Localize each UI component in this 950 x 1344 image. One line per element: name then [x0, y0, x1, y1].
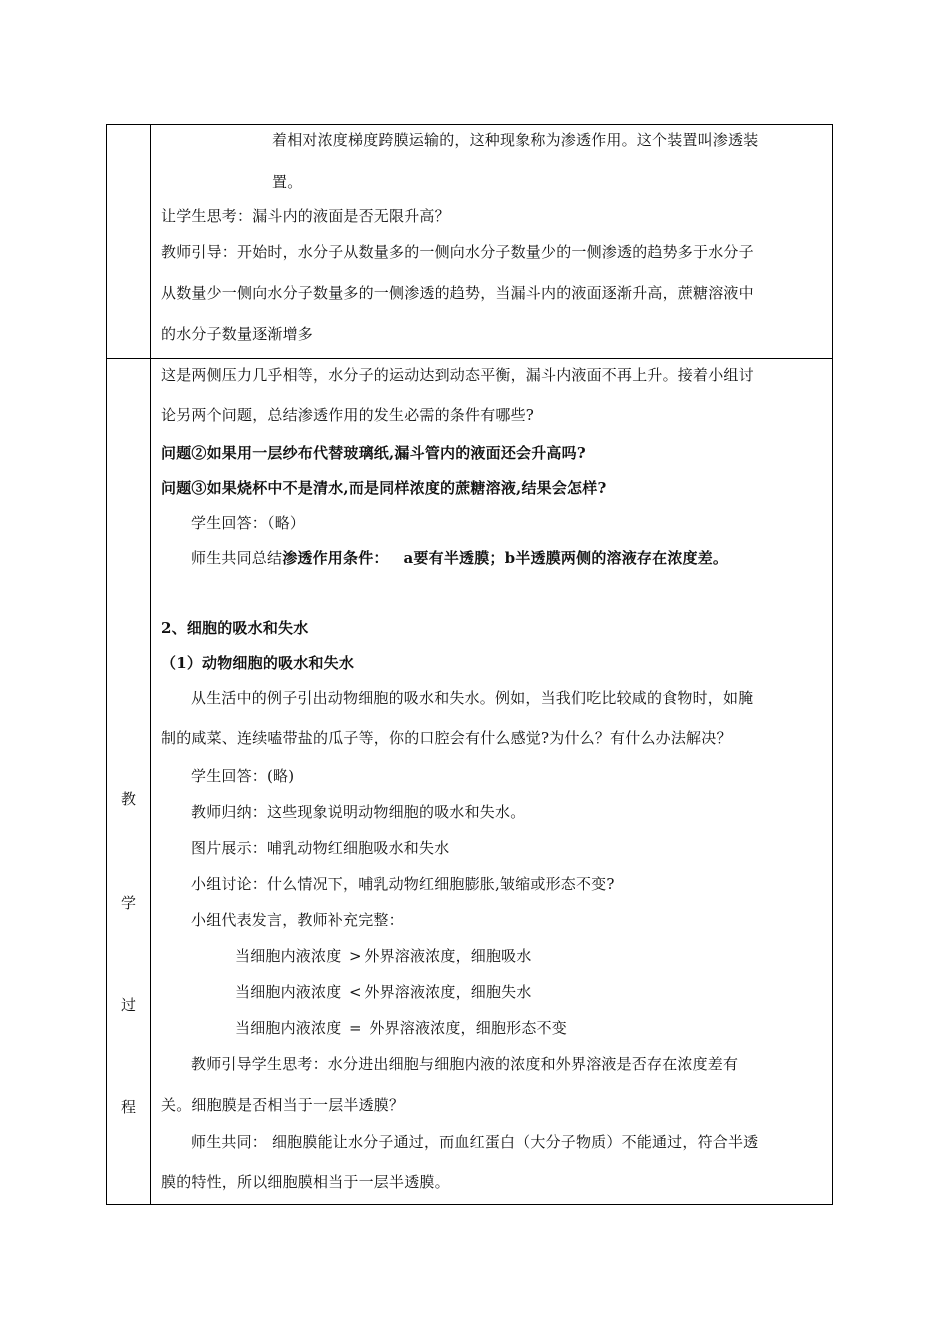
text-line: 师生共同： 细胞膜能让水分子通过，而血红蛋白（大分子物质）不能通过，符合半透 [191, 1133, 759, 1151]
vertical-label-char: 过 [120, 996, 136, 1014]
column-divider [150, 125, 151, 1204]
text-line: 论另两个问题，总结渗透作用的发生必需的条件有哪些? [161, 406, 535, 424]
condition-text: 外界溶液浓度，细胞吸水 [364, 947, 532, 965]
row-divider [107, 358, 832, 359]
text-line: 这是两侧压力几乎相等，水分子的运动达到动态平衡，漏斗内液面不再上升。接着小组讨 [161, 366, 754, 384]
condition-line [235, 945, 532, 966]
comparison-symbol: = [348, 1019, 362, 1037]
text-line: 教师引导学生思考：水分进出细胞与细胞内液的浓度和外界溶液是否存在浓度差有 [191, 1055, 739, 1073]
summary-conditions: a要有半透膜；b半透膜两侧的溶液存在浓度差。 [403, 549, 729, 567]
condition-text: 当细胞内液浓度 [235, 947, 342, 965]
condition-text: 当细胞内液浓度 [235, 1019, 342, 1037]
condition-line [235, 1017, 567, 1038]
condition-line [235, 981, 532, 1002]
summary-prefix: 师生共同总结 [191, 549, 283, 567]
vertical-label-char: 程 [120, 1098, 136, 1116]
subsection-heading: （1）动物细胞的吸水和失水 [161, 654, 355, 672]
vertical-label-char: 学 [120, 894, 136, 912]
text-line: 着相对浓度梯度跨膜运输的，这种现象称为渗透作用。这个装置叫渗透装 [272, 131, 759, 149]
summary-line [191, 547, 728, 568]
text-line: 小组代表发言，教师补充完整： [191, 911, 404, 929]
text-line: 教师归纳：这些现象说明动物细胞的吸水和失水。 [191, 803, 526, 821]
summary-term: 渗透作用条件： [282, 549, 389, 567]
text-line: 关。细胞膜是否相当于一层半透膜？ [161, 1096, 405, 1114]
text-line: 小组讨论：什么情况下，哺乳动物红细胞膨胀,皱缩或形态不变? [191, 875, 615, 893]
text-line: 让学生思考：漏斗内的液面是否无限升高？ [161, 207, 450, 225]
text-line: 从数量少一侧向水分子数量多的一侧渗透的趋势，当漏斗内的液面逐渐升高，蔗糖溶液中 [161, 284, 754, 302]
text-line: 教师引导：开始时，水分子从数量多的一侧向水分子数量少的一侧渗透的趋势多于水分子 [161, 243, 754, 261]
text-line: 学生回答：（略） [191, 514, 306, 532]
text-line: 制的咸菜、连续嗑带盐的瓜子等，你的口腔会有什么感觉?为什么？有什么办法解决？ [161, 729, 732, 747]
comparison-symbol: > [348, 947, 362, 965]
condition-text: 外界溶液浓度，细胞失水 [364, 983, 532, 1001]
condition-text: 当细胞内液浓度 [235, 983, 342, 1001]
question-2: 问题②如果用一层纱布代替玻璃纸,漏斗管内的液面还会升高吗? [161, 444, 586, 462]
text-line: 学生回答：(略) [191, 767, 295, 785]
condition-text: 外界溶液浓度，细胞形态不变 [369, 1019, 567, 1037]
text-line: 图片展示：哺乳动物红细胞吸水和失水 [191, 839, 450, 857]
text-line: 膜的特性，所以细胞膜相当于一层半透膜。 [161, 1173, 450, 1191]
text-line: 置。 [272, 173, 303, 191]
section-heading: 2、细胞的吸水和失水 [161, 619, 309, 637]
text-line: 的水分子数量逐渐增多 [161, 325, 314, 343]
comparison-symbol: < [348, 983, 362, 1001]
text-line: 从生活中的例子引出动物细胞的吸水和失水。例如，当我们吃比较咸的食物时，如腌 [191, 689, 754, 707]
question-3: 问题③如果烧杯中不是清水,而是同样浓度的蔗糖溶液,结果会怎样? [161, 479, 607, 497]
lesson-table [106, 124, 833, 1205]
vertical-label-char: 教 [120, 790, 136, 808]
